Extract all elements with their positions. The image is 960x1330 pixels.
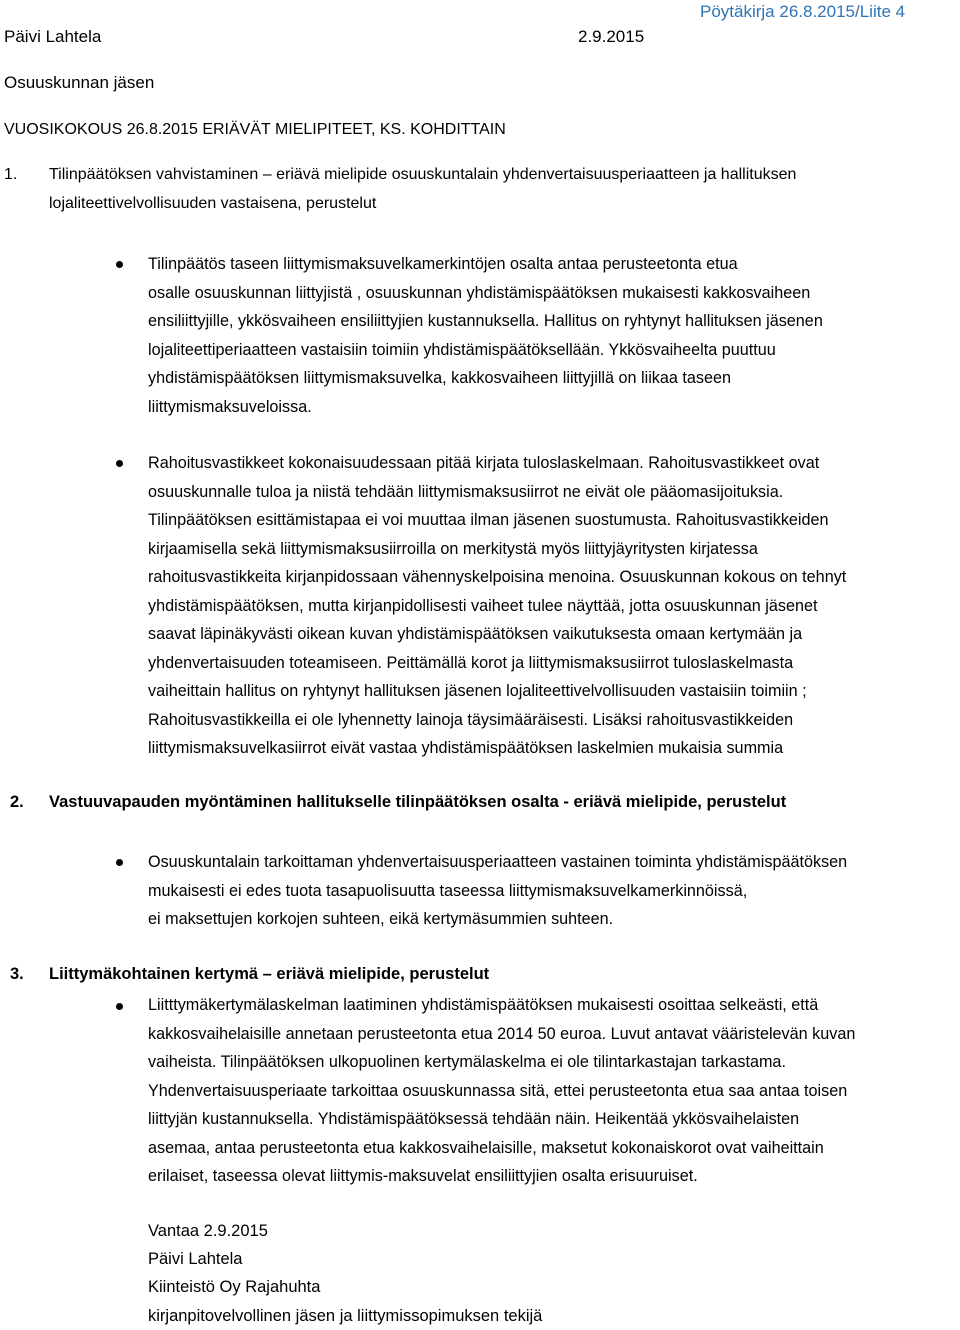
- paragraph-line: liittymismaksuveloissa.: [148, 397, 312, 416]
- author-name: Päivi Lahtela: [4, 27, 102, 46]
- paragraph-line: Rahoitusvastikkeilla ei ole lyhennetty lainoja täysimääräisesti. Lisäksi rahoitusvastikkeiden: [148, 710, 794, 729]
- paragraph-line: asemaa, antaa perusteetonta etua kakkosvaihelaisille, maksetut kokonaiskorot ovat vaiheittain: [148, 1138, 824, 1157]
- signature-name: Päivi Lahtela: [148, 1250, 243, 1269]
- paragraph-line: osalle osuuskunnan liittyjistä , osuuskunnan yhdistämispäätöksen mukaisesti kakkosvaiheen: [148, 283, 811, 302]
- section-1-number: 1.: [4, 166, 18, 183]
- section-2-number: 2.: [10, 793, 24, 811]
- header-date: 2.9.2015: [578, 27, 645, 46]
- paragraph-line: mukaisesti ei edes tuota tasapuolisuutta taseessa liittymismaksuvelkamerkinnöissä,: [148, 881, 748, 900]
- paragraph-line: yhdenvertaisuuden toteamiseen. Peittämällä korot ja liittymismaksusiirrot tuloslaskelmasta: [148, 653, 794, 672]
- paragraph-line: vaiheista. Tilinpäätöksen ulkopuolinen kertymälaskelma ei ole tilintarkastajan tarkastama.: [148, 1053, 786, 1071]
- paragraph-line: Tilinpäätös taseen liittymismaksuvelkamerkintöjen osalta antaa perusteetonta etua: [148, 255, 738, 273]
- document-title: VUOSIKOKOUS 26.8.2015 ERIÄVÄT MIELIPITEET, KS. KOHDITTAIN: [4, 121, 506, 138]
- paragraph-line: Osuuskuntalain tarkoittaman yhdenvertaisuusperiaatteen vastainen toiminta yhdistämispäätöksen: [148, 853, 848, 871]
- section-1-heading-line-1: Tilinpäätöksen vahvistaminen – eriävä mielipide osuuskuntalain yhdenvertaisuusperiaatteen ja hallituksen: [49, 166, 797, 183]
- signature-place-date: Vantaa 2.9.2015: [148, 1222, 268, 1240]
- section-3-number: 3.: [10, 965, 24, 983]
- paragraph-line: rahoitusvastikkeita kirjanpidossaan vähennyskelpoisina menoina. Osuuskunnan kokous on tehnyt: [148, 568, 847, 586]
- paragraph-line: yhdistämispäätöksen, mutta kirjanpidollisesti vaiheet tulee näyttää, jotta osuuskunnan jäsenet: [148, 596, 818, 615]
- paragraph-line: Liitttymäkertymälaskelman laatiminen yhdistämispäätöksen mukaisesti osoittaa selkeästi, että: [148, 996, 819, 1014]
- paragraph-line: vaiheittain hallitus on ryhtynyt hallituksen jäsenen lojaliteettivelvollisuuden vastaisiin toimiin ;: [148, 682, 807, 700]
- paragraph-line: erilaiset, taseessa olevat liittymis-maksuvelat ensiliittyjien osalta erisuuruiset.: [148, 1167, 698, 1185]
- paragraph-line: lojaliteettiperiaatteen vastaisiin toimiin yhdistämispäätöksellään. Ykkösvaiheelta puuttuu: [148, 340, 776, 359]
- document-reference: Pöytäkirja 26.8.2015/Liite 4: [700, 2, 906, 21]
- signature-organization: Kiinteistö Oy Rajahuhta: [148, 1278, 321, 1297]
- paragraph-line: ei maksettujen korkojen suhteen, eikä kertymäsummien suhteen.: [148, 910, 614, 928]
- paragraph-line: kirjaamisella sekä liittymismaksusiirroilla on merkitystä myös liittyjäyritysten kirjatessa: [148, 539, 758, 558]
- paragraph-line: kakkosvaihelaisille annetaan perusteetonta etua 2014 50 euroa. Luvut antavat vääristelevän kuvan: [148, 1024, 856, 1043]
- signature-block: [148, 1217, 542, 1330]
- paragraph-line: Rahoitusvastikkeet kokonaisuudessaan pitää kirjata tuloslaskelmaan. Rahoitusvastikkeet ovat: [148, 454, 820, 472]
- paragraph-line: liittyjän kustannuksella. Yhdistämispäätöksessä tehdään näin. Heikentää ykkösvaihelaisten: [148, 1110, 800, 1128]
- section-1-heading-line-2: lojaliteettivelvollisuuden vastaisena, perustelut: [49, 195, 377, 212]
- paragraph-line: Yhdenvertaisuusperiaate tarkoittaa osuuskunnassa sitä, ettei perusteetonta etua saa antaa toisen: [148, 1081, 848, 1100]
- section-1-bullet-2: [148, 449, 846, 763]
- paragraph-line: osuuskunnalle tuloa ja niistä tehdään liittymismaksusiirrot ne eivät ole pääomasijoituksia.: [148, 482, 784, 501]
- paragraph-line: saavat läpinäkyvästi oikean kuvan yhdistämispäätöksen vaikutuksesta omaan kertymään ja: [148, 625, 803, 643]
- paragraph-line: liittymismaksuvelkasiirrot eivät vastaa yhdistämispäätöksen laskelmien mukaisia summia: [148, 739, 784, 757]
- section-3-heading: Liittymäkohtainen kertymä – eriävä mielipide, perustelut: [49, 965, 490, 983]
- bullet-icon: [116, 460, 123, 467]
- section-2-heading: Vastuuvapauden myöntäminen hallitukselle tilinpäätöksen osalta - eriävä mielipide, perustelut: [49, 793, 787, 811]
- paragraph-line: yhdistämispäätöksen liittymismaksuvelka, kakkosvaiheen liittyjillä on liikaa taseen: [148, 369, 732, 387]
- signature-title: kirjanpitovelvollinen jäsen ja liittymissopimuksen tekijä: [148, 1306, 543, 1325]
- section-2-bullet-1: [148, 848, 847, 934]
- bullet-icon: [116, 859, 123, 866]
- section-1-bullet-1: [148, 250, 823, 421]
- bullet-icon: [116, 1003, 123, 1010]
- section-3-bullet-1: [148, 991, 855, 1191]
- author-role: Osuuskunnan jäsen: [4, 73, 155, 92]
- paragraph-line: ensiliittyjille, ykkösvaiheen ensiliittyjien kustannuksella. Hallitus on ryhtynyt hallituksen jäsenen: [148, 312, 823, 330]
- paragraph-line: Tilinpäätöksen esittämistapaa ei voi muuttaa ilman jäsenen suostumusta. Rahoitusvastikkeiden: [148, 511, 829, 529]
- bullet-icon: [116, 261, 123, 268]
